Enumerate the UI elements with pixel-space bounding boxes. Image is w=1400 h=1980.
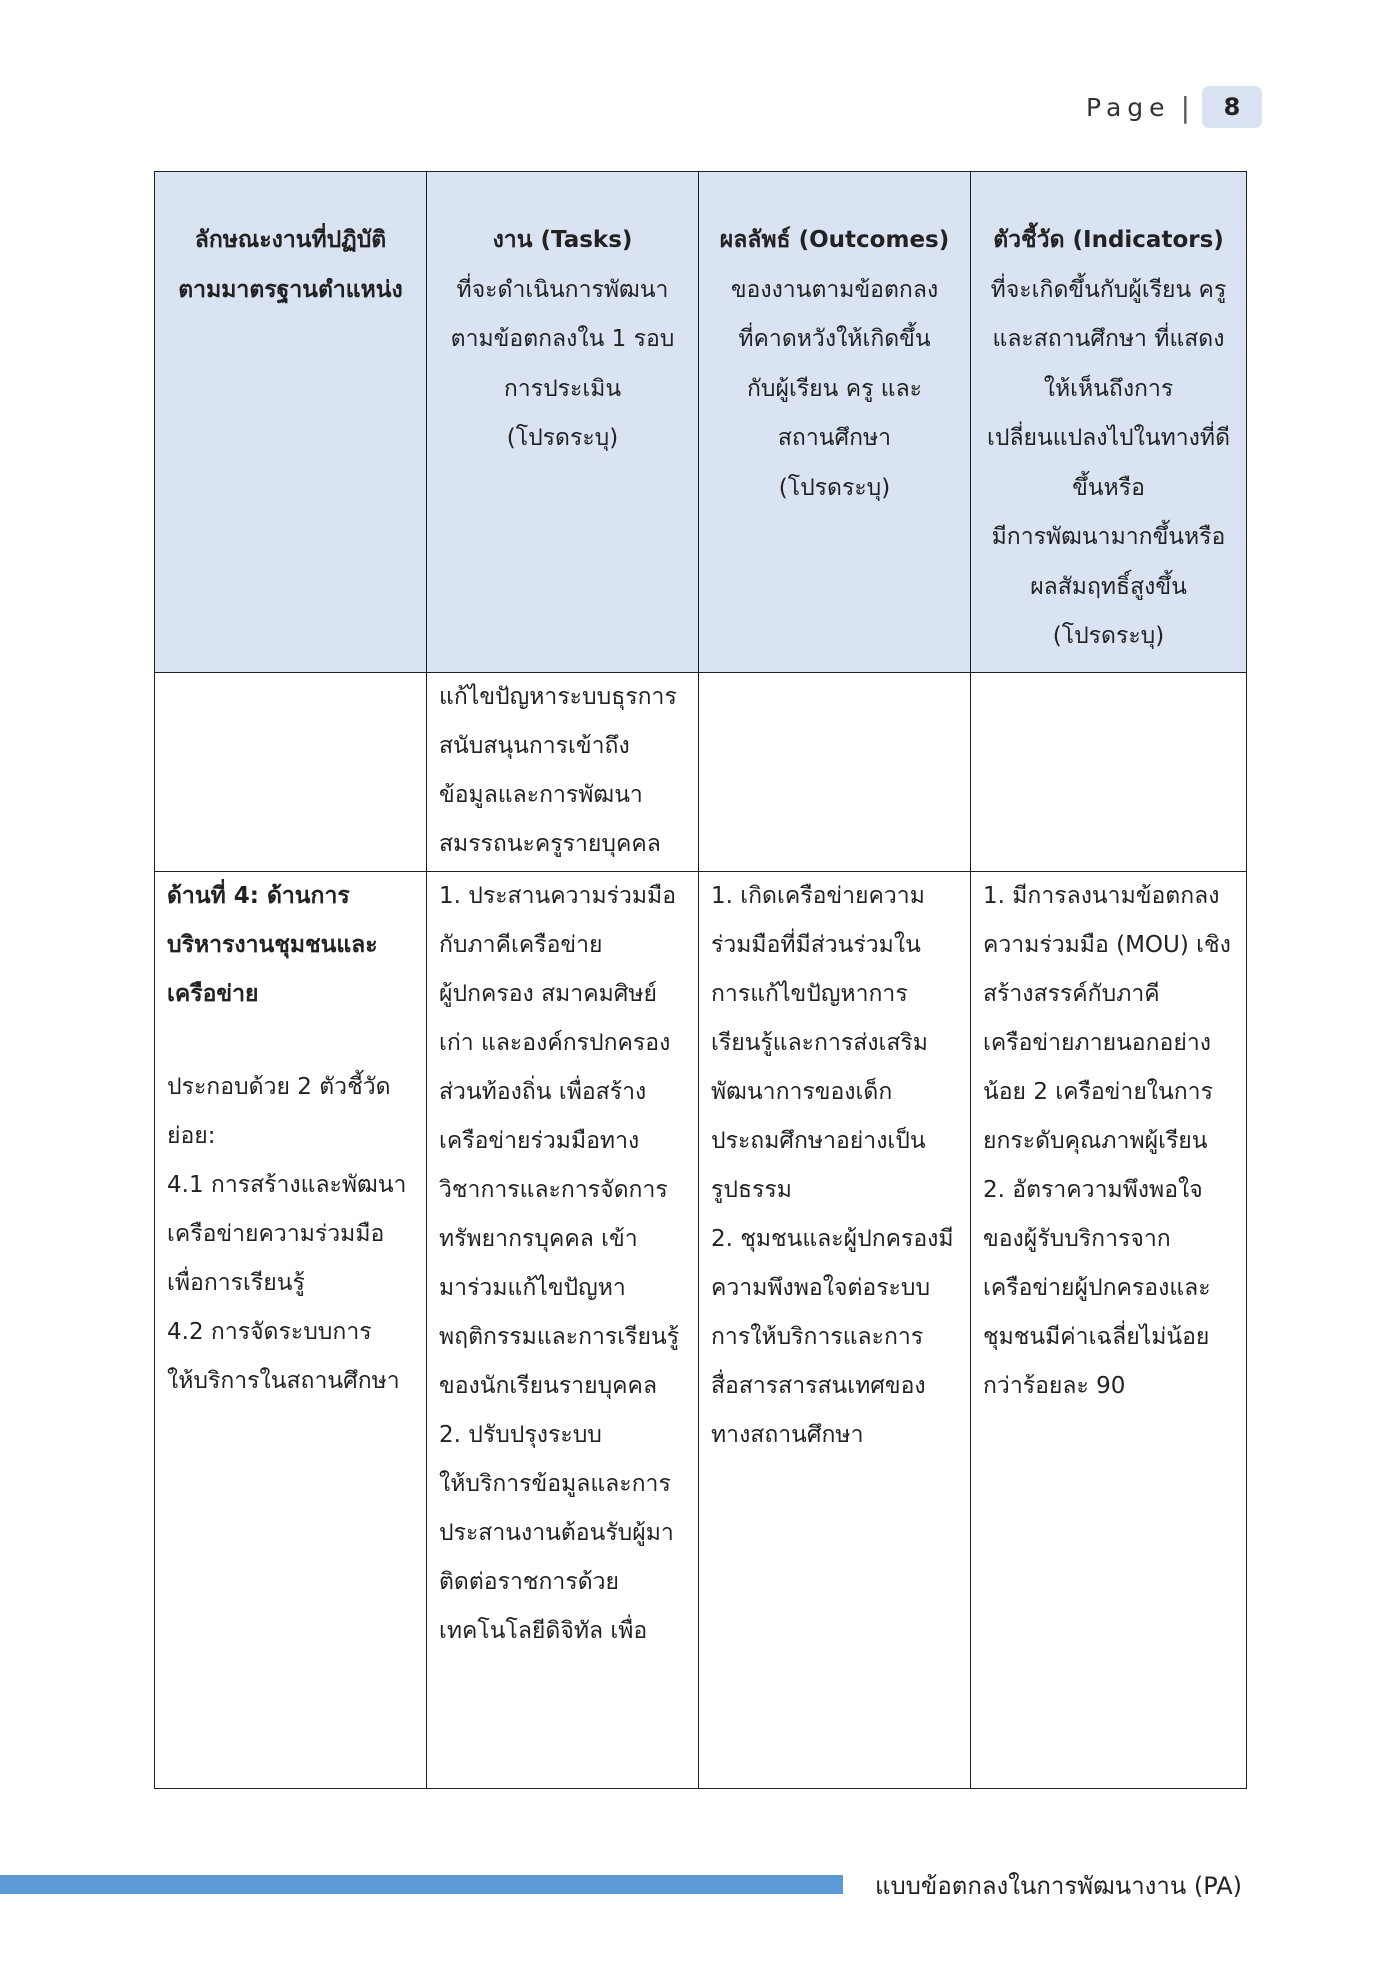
text-line: พฤติกรรมและการเรียนรู้	[439, 1323, 680, 1350]
text-line: บริหารงานชุมชนและ	[167, 931, 378, 958]
cell-characteristics-empty	[155, 672, 427, 871]
text-line: 1. ประสานความร่วมมือ	[439, 882, 677, 909]
text-line: ที่จะดำเนินการพัฒนา	[456, 276, 669, 303]
text-line: ชุมชนมีค่าเฉลี่ยไม่น้อย	[983, 1323, 1210, 1350]
area4-sub-indicators	[167, 1063, 414, 1406]
text-line: 2. ชุมชนและผู้ปกครองมี	[711, 1225, 954, 1252]
text-line: ทรัพยากรบุคคล เข้า	[439, 1225, 638, 1252]
text-line: กับผู้เรียน ครู และ	[746, 375, 923, 402]
text-line: เครือข่ายภายนอกอย่าง	[983, 1029, 1211, 1056]
text-line: มีการพัฒนามากขึ้นหรือ	[991, 524, 1226, 550]
cell-tasks-continuation	[427, 672, 699, 871]
text-line: 2. ปรับปรุงระบบ	[439, 1421, 602, 1448]
footer-document-title: แบบข้อตกลงในการพัฒนางาน (PA)	[874, 1872, 1242, 1900]
text-line: ยกระดับคุณภาพผู้เรียน	[983, 1127, 1208, 1154]
cell-area4-characteristics	[155, 871, 427, 1788]
text-line: กว่าร้อยละ 90	[983, 1372, 1126, 1399]
text-line: เครือข่ายความร่วมมือ	[167, 1220, 385, 1247]
text-line: การให้บริการและการ	[711, 1323, 924, 1350]
text-line: ข้อมูลและการพัฒนา	[439, 781, 643, 808]
text-line: ตามข้อตกลงใน 1 รอบ	[450, 326, 675, 352]
text-line: ประสานงานต้อนรับผู้มา	[439, 1519, 674, 1546]
area4-title	[167, 872, 414, 1019]
text-line: น้อย 2 เครือข่ายในการ	[983, 1078, 1213, 1105]
pa-agreement-table	[154, 171, 1247, 1789]
text-line: ที่จะเกิดขึ้นกับผู้เรียน ครู	[990, 276, 1227, 303]
header-indicators	[971, 172, 1247, 673]
text-line: พัฒนาการของเด็ก	[711, 1078, 893, 1105]
text-line: ของงานตามข้อตกลง	[730, 276, 939, 303]
text-line: วิชาการและการจัดการ	[439, 1176, 668, 1203]
text-line: ความร่วมมือ (MOU) เชิง	[983, 931, 1231, 958]
text-line: เทคโนโลยีดิจิทัล เพื่อ	[439, 1617, 648, 1644]
text-line: ของนักเรียนรายบุคคล	[439, 1372, 658, 1399]
text-line: ผู้ปกครอง สมาคมศิษย์	[439, 980, 657, 1007]
cell-area4-outcomes	[699, 871, 971, 1788]
text-line: สื่อสารสารสนเทศของ	[711, 1372, 926, 1399]
text-line: ให้บริการข้อมูลและการ	[439, 1470, 671, 1497]
text-line: ผลลัพธ์ (Outcomes)	[719, 227, 950, 253]
text-line: ขึ้นหรือ	[1072, 474, 1145, 501]
text-line: 4.1 การสร้างและพัฒนา	[167, 1171, 407, 1198]
text-line: ด้านที่ 4: ด้านการ	[167, 882, 350, 909]
text-line: (โปรดระบุ)	[778, 474, 891, 501]
text-line: (โปรดระบุ)	[1052, 623, 1165, 649]
text-line: ของผู้รับบริการจาก	[983, 1225, 1171, 1252]
table-row-area4	[155, 871, 1247, 1788]
page-label: Page	[1086, 92, 1171, 122]
text-line: ทางสถานศึกษา	[711, 1421, 864, 1448]
text-line: กับภาคีเครือข่าย	[439, 931, 603, 958]
text-line: ให้เห็นถึงการ	[1043, 375, 1174, 402]
text-line: ติดต่อราชการด้วย	[439, 1568, 620, 1595]
text-line: ให้บริการในสถานศึกษา	[167, 1367, 400, 1394]
text-line: เรียนรู้และการส่งเสริม	[711, 1029, 928, 1056]
cell-area4-tasks	[427, 871, 699, 1788]
text-line: สนับสนุนการเข้าถึง	[439, 732, 630, 759]
header-outcomes	[699, 172, 971, 673]
text-line: ความพึงพอใจต่อระบบ	[711, 1274, 931, 1301]
text-line: งาน (Tasks)	[492, 227, 633, 253]
text-line: ประกอบด้วย 2 ตัวชี้วัด	[167, 1073, 391, 1100]
text-line: 1. มีการลงนามข้อตกลง	[983, 882, 1220, 909]
text-line: (โปรดระบุ)	[506, 425, 619, 451]
text-line: 4.2 การจัดระบบการ	[167, 1318, 372, 1345]
text-line: เก่า และองค์กรปกครอง	[439, 1029, 671, 1056]
text-line: เครือข่ายผู้ปกครองและ	[983, 1274, 1211, 1301]
text-line: เปลี่ยนแปลงไปในทางที่ดี	[986, 425, 1231, 451]
header-characteristics	[155, 172, 427, 673]
cell-area4-indicators	[971, 871, 1247, 1788]
text-line: แก้ไขปัญหาระบบธุรการ	[439, 683, 677, 710]
text-line: ผลสัมฤทธิ์สูงขึ้น	[1030, 573, 1187, 600]
text-line: เครือข่ายร่วมมือทาง	[439, 1127, 640, 1154]
text-line: 2. อัตราความพึงพอใจ	[983, 1176, 1203, 1203]
text-line: ส่วนท้องถิ่น เพื่อสร้าง	[439, 1078, 647, 1105]
text-line: ย่อย:	[167, 1122, 216, 1149]
text-line: สร้างสรรค์กับภาคี	[983, 980, 1160, 1007]
text-line: สมรรถนะครูรายบุคคล	[439, 830, 661, 857]
cell-outcomes-empty	[699, 672, 971, 871]
page-header	[1086, 86, 1262, 128]
text-line: มาร่วมแก้ไขปัญหา	[439, 1274, 626, 1301]
header-tasks	[427, 172, 699, 673]
text-line: สถานศึกษา	[777, 425, 892, 451]
text-line: รูปธรรม	[711, 1176, 792, 1203]
text-line: ตัวชี้วัด (Indicators)	[993, 227, 1224, 253]
table-row-continuation	[155, 672, 1247, 871]
text-line: 1. เกิดเครือข่ายความ	[711, 882, 925, 909]
text-line: เพื่อการเรียนรู้	[167, 1269, 305, 1296]
text-line: การประเมิน	[503, 375, 622, 402]
text-line: การแก้ไขปัญหาการ	[711, 980, 908, 1007]
page-number: 8	[1202, 86, 1262, 128]
text-line: ตามมาตรฐานตำแหน่ง	[178, 276, 403, 303]
table-header-row	[155, 172, 1247, 673]
page-separator: |	[1180, 90, 1190, 124]
footer-accent-bar	[0, 1875, 843, 1894]
cell-indicators-empty	[971, 672, 1247, 871]
text-line: ประถมศึกษาอย่างเป็น	[711, 1127, 926, 1154]
text-line: ที่คาดหวังให้เกิดขึ้น	[738, 326, 931, 352]
text-line: เครือข่าย	[167, 980, 259, 1007]
text-line: ร่วมมือที่มีส่วนร่วมใน	[711, 931, 921, 958]
text-line: ลักษณะงานที่ปฏิบัติ	[194, 227, 387, 253]
text-line: และสถานศึกษา ที่แสดง	[992, 326, 1225, 352]
